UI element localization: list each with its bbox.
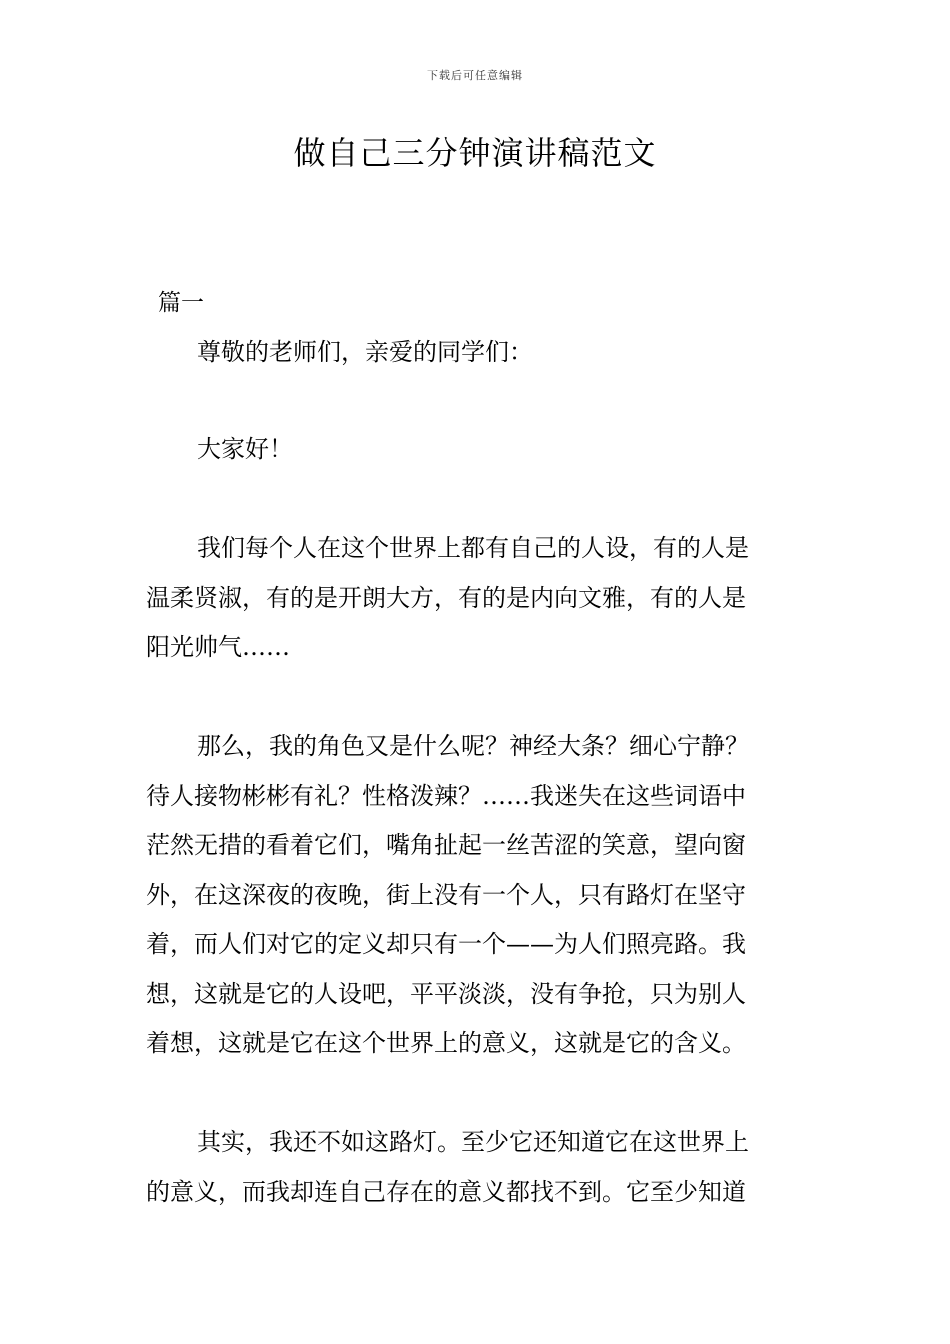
paragraph-1 bbox=[146, 524, 806, 673]
paragraph-greeting bbox=[146, 328, 806, 378]
header-note: 下载后可任意编辑 bbox=[427, 69, 523, 82]
paragraph-hello bbox=[146, 425, 806, 475]
paragraph-line: 外，在这深夜的夜晚，街上没有一个人，只有路灯在坚守 bbox=[146, 880, 746, 909]
paragraph-line: 那么，我的角色又是什么呢？神经大条？细心宁静？ bbox=[197, 732, 749, 760]
paragraph-3 bbox=[146, 1118, 806, 1217]
document-title: 做自己三分钟演讲稿范文 bbox=[293, 134, 657, 172]
section-label: 篇一 bbox=[158, 290, 204, 316]
paragraph-line: 大家好！ bbox=[197, 435, 293, 463]
paragraph-line: 着想，这就是它在这个世界上的意义，这就是它的含义。 bbox=[146, 1029, 746, 1057]
paragraph-2 bbox=[146, 722, 806, 1069]
paragraph-line: 待人接物彬彬有礼？性格泼辣？……我迷失在这些词语中 bbox=[146, 781, 746, 810]
paragraph-line: 茫然无措的看着它们，嘴角扯起一丝苦涩的笑意，望向窗 bbox=[146, 831, 746, 859]
paragraph-line: 其实，我还不如这路灯。至少它还知道它在这世界上 bbox=[197, 1128, 749, 1156]
paragraph-line: 我们每个人在这个世界上都有自己的人设，有的人是 bbox=[197, 534, 749, 562]
paragraph-line: 想，这就是它的人设吧，平平淡淡，没有争抢，只为别人 bbox=[146, 979, 746, 1008]
paragraph-line: 尊敬的老师们，亲爱的同学们： bbox=[197, 338, 533, 366]
paragraph-line: 温柔贤淑，有的是开朗大方，有的是内向文雅，有的人是 bbox=[146, 583, 746, 612]
paragraph-line: 着，而人们对它的定义却只有一个——为人们照亮路。我 bbox=[146, 930, 746, 958]
paragraph-line: 的意义，而我却连自己存在的意义都找不到。它至少知道 bbox=[146, 1177, 746, 1206]
paragraph-line: 阳光帅气…… bbox=[146, 633, 290, 661]
